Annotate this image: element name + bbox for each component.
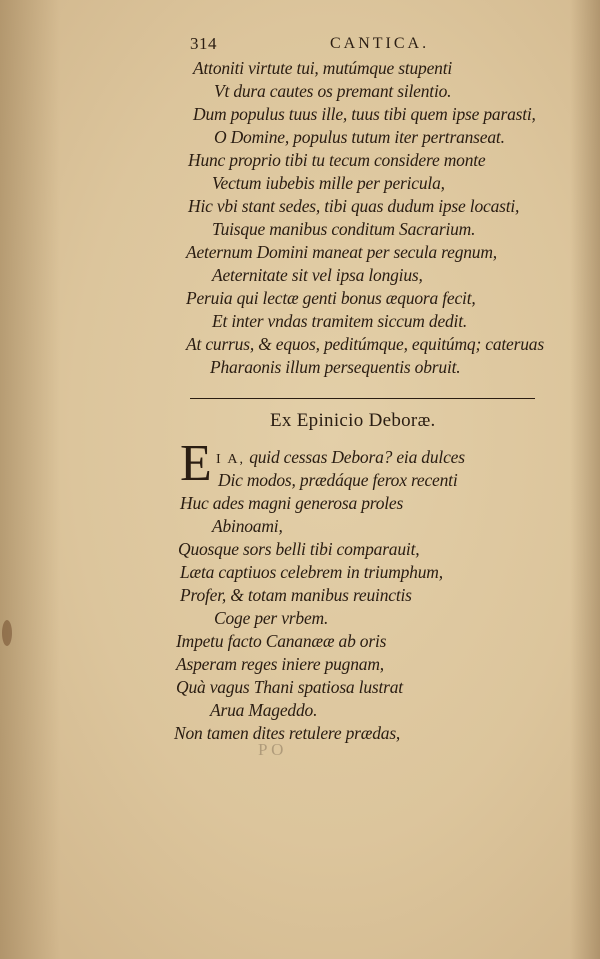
verse-line: Vt dura cautes os premant silentio. bbox=[214, 81, 452, 101]
section-title: Ex Epinicio Deboræ. bbox=[270, 410, 436, 431]
verse-line: Asperam reges iniere pugnam, bbox=[176, 654, 384, 674]
verse-line: Dum populus tuus ille, tuus tibi quem ipse parasti, bbox=[193, 104, 536, 124]
verse-line: O Domine, populus tutum iter pertranseat. bbox=[214, 127, 505, 147]
running-title: CANTICA. bbox=[330, 35, 430, 52]
verse-line: Profer, & totam manibus reuinctis bbox=[180, 585, 412, 605]
verse-line: Arua Mageddo. bbox=[210, 700, 318, 720]
verse-line: Non tamen dites retulere prædas, bbox=[174, 723, 401, 743]
catchword: P O bbox=[258, 740, 284, 759]
verse-line: Læta captiuos celebrem in triumphum, bbox=[180, 562, 443, 582]
verse-line: Quà vagus Thani spatiosa lustrat bbox=[176, 677, 403, 697]
first-line-text: quid cessas Debora? eia dulces bbox=[249, 447, 465, 467]
first-word-caps: I A, bbox=[216, 452, 245, 467]
verse-line: Dic modos, prædáque ferox recenti bbox=[218, 470, 458, 490]
section-divider bbox=[190, 398, 535, 399]
verse-line: Quosque sors belli tibi comparauit, bbox=[178, 539, 420, 559]
verse-line: Attoniti virtute tui, mutúmque stupenti bbox=[193, 58, 453, 78]
verse-line: Vectum iubebis mille per pericula, bbox=[212, 173, 445, 193]
verse-line: Aeternitate sit vel ipsa longius, bbox=[212, 265, 423, 285]
verse-line: Impetu facto Cananææ ab oris bbox=[176, 631, 387, 651]
verse-line: Aeternum Domini maneat per secula regnum, bbox=[186, 242, 497, 262]
verse-line: Abinoami, bbox=[212, 516, 283, 536]
page-number: 314 bbox=[190, 34, 217, 53]
page-header bbox=[190, 34, 460, 58]
verse-line: Tuisque manibus conditum Sacrarium. bbox=[212, 219, 476, 239]
verse-line: Hic vbi stant sedes, tibi quas dudum ipse locasti, bbox=[188, 196, 520, 216]
drop-cap: E bbox=[180, 435, 212, 492]
verse-line-first bbox=[216, 447, 465, 468]
verse-line: Huc ades magni generosa proles bbox=[180, 493, 404, 513]
verse-line: Pharaonis illum persequentis obruit. bbox=[210, 357, 461, 377]
verse-line: Et inter vndas tramitem siccum dedit. bbox=[212, 311, 468, 331]
verse-line: Hunc proprio tibi tu tecum considere monte bbox=[188, 150, 486, 170]
page-edge-shadow bbox=[570, 0, 600, 959]
verse-line: Peruia qui lectæ genti bonus æquora fecit, bbox=[186, 288, 476, 308]
verse-line: Coge per vrbem. bbox=[214, 608, 329, 628]
ink-stain bbox=[2, 620, 12, 646]
verse-line: At currus, & equos, peditúmque, equitúmq; cateruas bbox=[186, 334, 544, 354]
binding-shadow bbox=[0, 0, 60, 959]
